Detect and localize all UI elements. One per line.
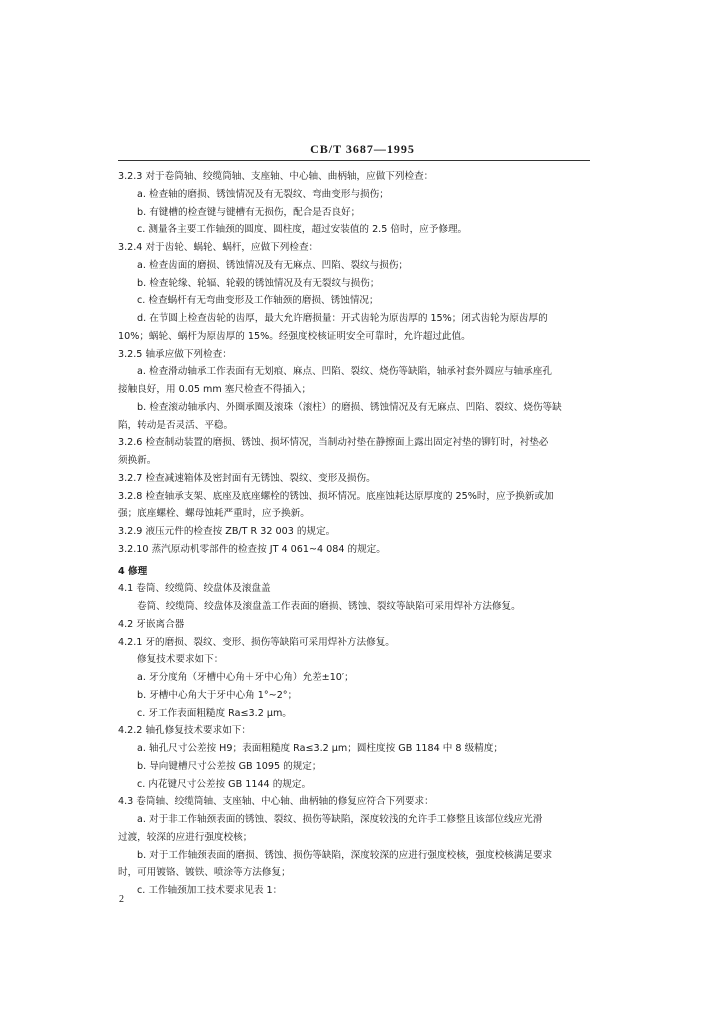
text-line: 3.2.5 轴承应做下列检查： [118,349,232,360]
text-line: 4.2 牙嵌离合器 [118,619,185,630]
text-line: 卷筒、绞缆筒、绞盘体及滚盘盖工作表面的磨损、锈蚀、裂纹等缺陷可采用焊补方法修复。 [137,601,521,612]
text-line: 4.3 卷筒轴、绞缆筒轴、支座轴、中心轴、曲柄轴的修复应符合下列要求： [118,796,434,807]
text-line: 4.2.2 轴孔修复技术要求如下： [118,725,251,736]
text-line: 须换新。 [118,455,157,466]
text-line: 时，可用镀铬、镀铁、喷涂等方法修复； [118,867,291,878]
text-line: a. 轴孔尺寸公差按 H9；表面粗糙度 Ra≤3.2 μm；圆柱度按 GB 1184 中 8 级精度； [137,743,503,754]
text-line: b. 导向键槽尺寸公差按 GB 1095 的规定； [137,761,322,772]
text-line: 3.2.3 对于卷筒轴、绞缆筒轴、支座轴、中心轴、曲柄轴，应做下列检查： [118,171,434,182]
text-line: c. 检查蜗杆有无弯曲变形及工作轴颈的磨损、锈蚀情况； [137,295,379,306]
text-line: c. 测量各主要工作轴颈的圆度、圆柱度，超过安装值的 2.5 倍时，应予修理。 [137,224,468,235]
text-line: 3.2.10 蒸汽原动机零部件的检查按 JT 4 061~4 084 的规定。 [118,544,386,555]
text-line: 3.2.9 液压元件的检查按 ZB/T R 32 003 的规定。 [118,526,336,537]
text-line: a. 牙分度角（牙槽中心角＋牙中心角）允差±10′； [137,672,354,683]
text-line: 4.1 卷筒、绞缆筒、绞盘体及滚盘盖 [118,583,271,594]
text-line: a. 检查齿面的磨损、锈蚀情况及有无麻点、凹陷、裂纹与损伤； [137,260,409,271]
text-line: 10%；蜗轮、蜗杆为原齿厚的 15%。经强度校核证明安全可靠时，允许超过此值。 [118,331,471,342]
text-line: 3.2.6 检查制动装置的磨损、锈蚀、损坏情况，当制动衬垫在静擦面上露出固定衬垫的铆钉时，衬垫必 [118,437,549,448]
text-line: 4.2.1 牙的磨损、裂纹、变形、损伤等缺陷可采用焊补方法修复。 [118,637,395,648]
text-line: 3.2.4 对于齿轮、蜗轮、蜗杆，应做下列检查： [118,242,319,253]
text-line: c. 工作轴颈加工技术要求见表 1： [137,885,283,896]
text-line: a. 对于非工作轴颈表面的锈蚀、裂纹、损伤等缺陷，深度较浅的允许手工修整且该部位线应光滑 [137,814,543,825]
text-line: 修复技术要求如下： [137,654,224,665]
text-line: 3.2.7 检查减速箱体及密封面有无锈蚀、裂纹、变形及损伤。 [118,473,376,484]
text-line: b. 对于工作轴颈表面的磨损、锈蚀、损伤等缺陷，深度较深的应进行强度校核，强度校核满足要求 [137,850,553,861]
text-line: c. 牙工作表面粗糙度 Ra≤3.2 μm。 [137,708,292,719]
page-number: 2 [119,894,124,905]
text-line: c. 内花键尺寸公差按 GB 1144 的规定。 [137,779,312,790]
text-line: 接触良好，用 0.05 mm 塞尺检查不得插入； [118,384,312,395]
text-line: a. 检查轴的磨损、锈蚀情况及有无裂纹、弯曲变形与损伤； [137,189,389,200]
text-line: 强；底座螺栓、螺母蚀耗严重时，应予换新。 [118,508,310,519]
text-line: b. 牙槽中心角大于牙中心角 1°~2°； [137,690,298,701]
text-line: b. 检查轮缘、轮辐、轮毂的锈蚀情况及有无裂纹与损伤； [137,278,380,289]
standard-header: CB/T 3687—1995 [310,142,415,156]
text-line: a. 检查滑动轴承工作表面有无划痕、麻点、凹陷、裂纹、烧伤等缺陷，轴承衬套外圆应与轴承座孔 [137,366,552,377]
text-line: 3.2.8 检查轴承支架、底座及底座螺栓的锈蚀、损坏情况。底座蚀耗达原厚度的 25%时，应予换新或加 [118,491,554,502]
text-line: 过渡，较深的应进行强度校核； [118,832,253,843]
text-line: b. 检查滚动轴承内、外圈承圈及滚珠（滚柱）的磨损、锈蚀情况及有无麻点、凹陷、裂纹、烧伤等缺 [137,402,562,413]
text-line: 陷，转动是否灵活、平稳。 [118,420,234,431]
text-line: d. 在节圆上检查齿轮的齿厚，最大允许磨损量：开式齿轮为原齿厚的 15%；闭式齿轮为原齿厚的 [137,313,548,324]
text-line: 4 修理 [118,566,148,577]
header-rule [118,160,590,161]
text-line: b. 有键槽的检查键与键槽有无损伤，配合是否良好； [137,207,361,218]
